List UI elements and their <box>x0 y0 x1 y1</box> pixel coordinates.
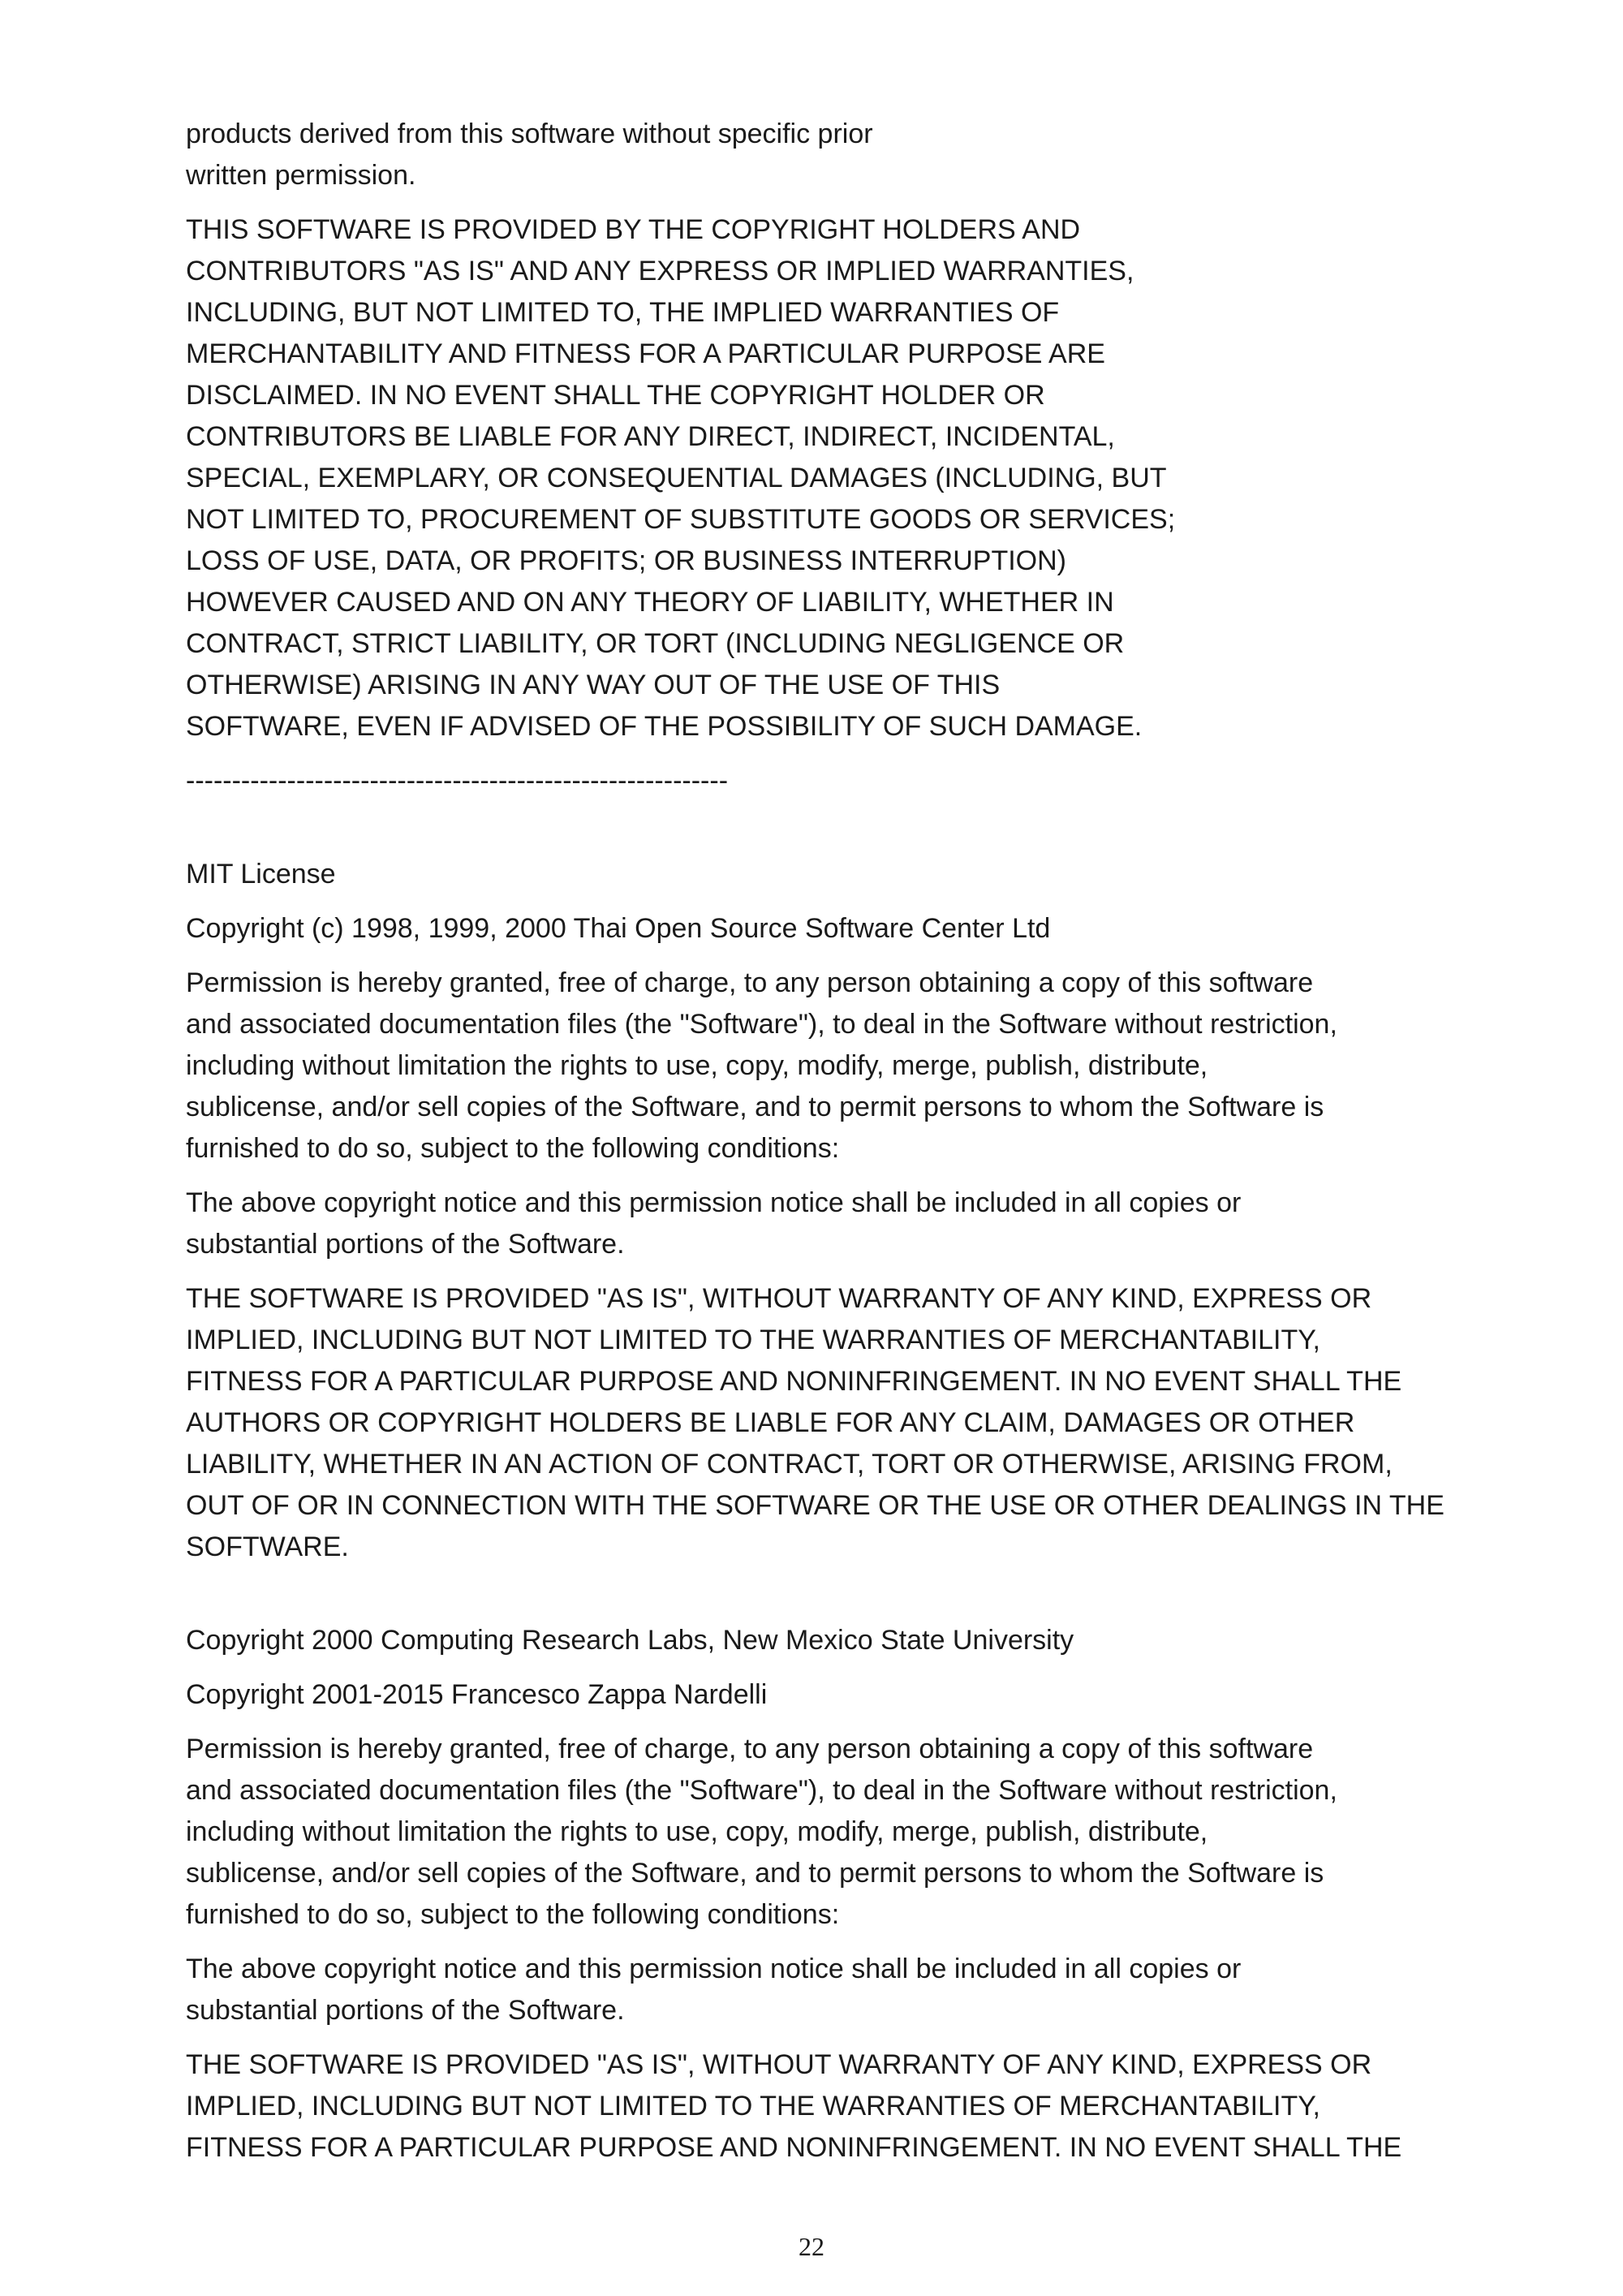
copyright-line: Copyright 2001-2015 Francesco Zappa Nardelli <box>186 1679 768 1710</box>
permission-paragraph: Permission is hereby granted, free of charge, to any person obtaining a copy of this software and associated documentation files (the "Software"), to deal in the Software without restriction, including without limitation the rights to use, copy, modify, merge, publish, distribute, sublicense, and/or sell copies of the Software, and to permit persons to whom the Software is furnished to do so, subject to the following conditions: <box>186 967 1337 1164</box>
section-gap <box>186 815 1525 854</box>
document-body <box>186 114 1525 2182</box>
notice-paragraph: The above copyright notice and this permission notice shall be included in all copies or substantial portions of the Software. <box>186 1187 1242 1260</box>
bsd-disclaimer: THIS SOFTWARE IS PROVIDED BY THE COPYRIGHT HOLDERS AND CONTRIBUTORS "AS IS" AND ANY EXPRESS OR IMPLIED WARRANTIES, INCLUDING, BUT NOT LIMITED TO, THE IMPLIED WARRANTIES OF MERCHANTABILITY AND FITNESS FOR A PARTICULAR PURPOSE ARE DISCLAIMED. IN NO EVENT SHALL THE COPYRIGHT HOLDER OR CONTRIBUTORS BE LIABLE FOR ANY DIRECT, INDIRECT, INCIDENTAL, SPECIAL, EXEMPLARY, OR CONSEQUENTIAL DAMAGES (INCLUDING, BUT NOT LIMITED TO, PROCUREMENT OF SUBSTITUTE GOODS OR SERVICES; LOSS OF USE, DATA, OR PROFITS; OR BUSINESS INTERRUPTION) HOWEVER CAUSED AND ON ANY THEORY OF LIABILITY, WHETHER IN CONTRACT, STRICT LIABILITY, OR TORT (INCLUDING NEGLIGENCE OR OTHERWISE) ARISING IN ANY WAY OUT OF THE USE OF THIS SOFTWARE, EVEN IF ADVISED OF THE POSSIBILITY OF SUCH DAMAGE. <box>186 214 1176 742</box>
copyright-line: Copyright (c) 1998, 1999, 2000 Thai Open Source Software Center Ltd <box>186 913 1051 944</box>
section-separator: ----------------------------------------------------------- <box>186 765 729 796</box>
page-number: 22 <box>799 2232 824 2261</box>
section-gap <box>186 1581 1525 1620</box>
license-title: MIT License <box>186 859 336 890</box>
permission-paragraph: Permission is hereby granted, free of charge, to any person obtaining a copy of this software and associated documentation files (the "Software"), to deal in the Software without restriction, including without limitation the rights to use, copy, modify, merge, publish, distribute, sublicense, and/or sell copies of the Software, and to permit persons to whom the Software is furnished to do so, subject to the following conditions: <box>186 1734 1337 1930</box>
notice-paragraph: The above copyright notice and this permission notice shall be included in all copies or substantial portions of the Software. <box>186 1954 1242 2026</box>
bsd-permission-tail: products derived from this software without specific prior written permission. <box>186 118 873 191</box>
disclaimer-paragraph: THE SOFTWARE IS PROVIDED "AS IS", WITHOUT WARRANTY OF ANY KIND, EXPRESS OR IMPLIED, INCLUDING BUT NOT LIMITED TO THE WARRANTIES OF MERCHANTABILITY, FITNESS FOR A PARTICULAR PURPOSE AND NONINFRINGEMENT. IN NO EVENT SHALL THE <box>186 2049 1402 2163</box>
copyright-line: Copyright 2000 Computing Research Labs, New Mexico State University <box>186 1625 1074 1656</box>
disclaimer-paragraph: THE SOFTWARE IS PROVIDED "AS IS", WITHOUT WARRANTY OF ANY KIND, EXPRESS OR IMPLIED, INCLUDING BUT NOT LIMITED TO THE WARRANTIES OF MERCHANTABILITY, FITNESS FOR A PARTICULAR PURPOSE AND NONINFRINGEMENT. IN NO EVENT SHALL THE AUTHORS OR COPYRIGHT HOLDERS BE LIABLE FOR ANY CLAIM, DAMAGES OR OTHER LIABILITY, WHETHER IN AN ACTION OF CONTRACT, TORT OR OTHERWISE, ARISING FROM, OUT OF OR IN CONNECTION WITH THE SOFTWARE OR THE USE OR OTHER DEALINGS IN THE SOFTWARE. <box>186 1283 1444 1562</box>
